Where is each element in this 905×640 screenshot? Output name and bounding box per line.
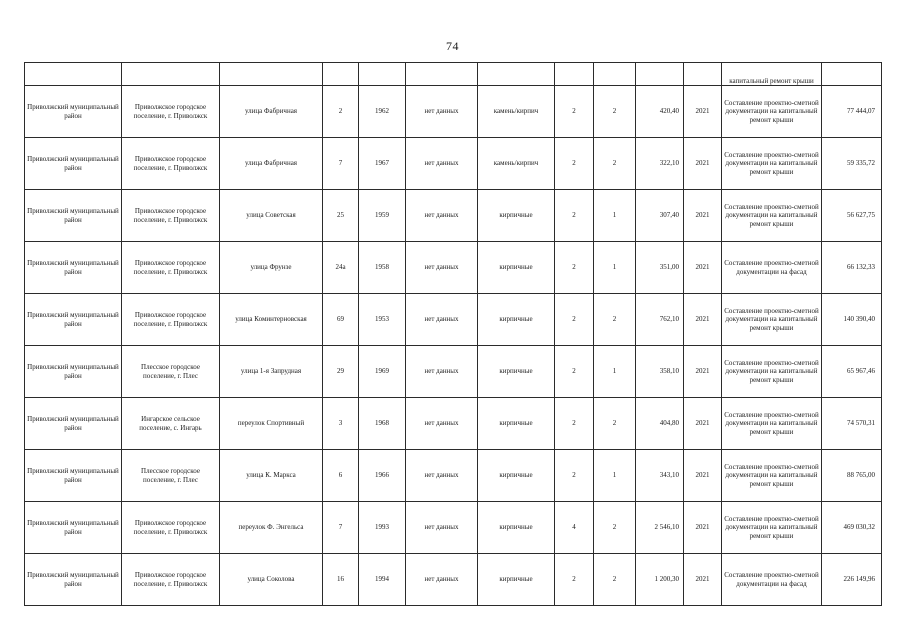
floors-cell: 2 (555, 190, 594, 242)
district-cell: Приволжский муниципальный район (25, 398, 122, 450)
work-type-cell: Составление проектно-сметной документации на капитальный ремонт крыши (722, 86, 822, 138)
cost-cell: 469 030,32 (822, 502, 882, 554)
district-cell: Приволжский муниципальный район (25, 138, 122, 190)
plan-year-cell: 2021 (684, 242, 722, 294)
street-cell: переулок Ф. Энгельса (220, 502, 323, 554)
table-row (25, 86, 882, 138)
table-row (25, 190, 882, 242)
wall-material-cell: кирпичные (478, 346, 555, 398)
reconstruction-year-cell: нет данных (406, 86, 478, 138)
build-year-cell: 1969 (359, 346, 406, 398)
build-year-cell: 1966 (359, 450, 406, 502)
house-number-cell: 6 (323, 450, 359, 502)
reconstruction-year-cell: нет данных (406, 450, 478, 502)
district-cell: Приволжский муниципальный район (25, 450, 122, 502)
entrances-cell: 2 (594, 138, 636, 190)
street-cell: улица Советская (220, 190, 323, 242)
settlement-cell: Ингарское сельское поселение, с. Ингарь (122, 398, 220, 450)
plan-year-cell: 2021 (684, 554, 722, 606)
entrances-cell: 2 (594, 554, 636, 606)
house-number-cell: 25 (323, 190, 359, 242)
floors-cell: 2 (555, 554, 594, 606)
house-number-cell: 7 (323, 502, 359, 554)
entrances-cell: 2 (594, 398, 636, 450)
settlement-cell: Приволжское городское поселение, г. Приволжск (122, 242, 220, 294)
area-cell: 762,10 (636, 294, 684, 346)
page-number: 74 (446, 39, 459, 53)
cost-cell: 59 335,72 (822, 138, 882, 190)
reconstruction-year-cell: нет данных (406, 398, 478, 450)
work-type-cell: Составление проектно-сметной документации на фасад (722, 242, 822, 294)
district-cell: Приволжский муниципальный район (25, 294, 122, 346)
work-type-cell: Составление проектно-сметной документации на капитальный ремонт крыши (722, 502, 822, 554)
entrances-cell: 2 (594, 502, 636, 554)
wall-material-cell: кирпичные (478, 554, 555, 606)
floors-cell: 2 (555, 450, 594, 502)
wall-material-cell: кирпичные (478, 398, 555, 450)
area-cell: 343,10 (636, 450, 684, 502)
cost-cell: 56 627,75 (822, 190, 882, 242)
reconstruction-year-cell: нет данных (406, 554, 478, 606)
district-cell: Приволжский муниципальный район (25, 86, 122, 138)
cost-cell: 74 570,31 (822, 398, 882, 450)
wall-material-cell: кирпичные (478, 242, 555, 294)
plan-year-cell: 2021 (684, 190, 722, 242)
area-cell: 307,40 (636, 190, 684, 242)
work-type-cell: Составление проектно-сметной документации на капитальный ремонт крыши (722, 398, 822, 450)
settlement-cell: Приволжское городское поселение, г. Приволжск (122, 294, 220, 346)
street-cell: улица К. Маркса (220, 450, 323, 502)
build-year-cell: 1994 (359, 554, 406, 606)
entrances-cell: 1 (594, 190, 636, 242)
floors-cell: 4 (555, 502, 594, 554)
build-year-cell: 1993 (359, 502, 406, 554)
work-type-cell: Составление проектно-сметной документации на капитальный ремонт крыши (722, 346, 822, 398)
street-cell: улица 1-я Запрудная (220, 346, 323, 398)
reconstruction-year-cell: нет данных (406, 190, 478, 242)
floors-cell: 2 (555, 138, 594, 190)
area-cell: 358,10 (636, 346, 684, 398)
table-row (25, 450, 882, 502)
build-year-cell: 1958 (359, 242, 406, 294)
cost-cell: 140 390,40 (822, 294, 882, 346)
entrances-cell: 1 (594, 346, 636, 398)
reconstruction-year-cell: нет данных (406, 502, 478, 554)
table-row (25, 346, 882, 398)
settlement-cell: Приволжское городское поселение, г. Приволжск (122, 138, 220, 190)
settlement-cell: Плесское городское поселение, г. Плес (122, 450, 220, 502)
street-cell: улица Фабричная (220, 138, 323, 190)
build-year-cell: 1968 (359, 398, 406, 450)
build-year-cell: 1967 (359, 138, 406, 190)
district-cell: Приволжский муниципальный район (25, 554, 122, 606)
district-cell: Приволжский муниципальный район (25, 190, 122, 242)
cost-cell: 88 765,00 (822, 450, 882, 502)
table-row (25, 242, 882, 294)
build-year-cell: 1953 (359, 294, 406, 346)
table-row (25, 554, 882, 606)
housing-repair-table (24, 62, 882, 606)
floors-cell: 2 (555, 294, 594, 346)
work-type-cell: Составление проектно-сметной документации на капитальный ремонт крыши (722, 190, 822, 242)
work-type-cell: Составление проектно-сметной документации на капитальный ремонт крыши (722, 450, 822, 502)
continuation-row (25, 63, 882, 86)
reconstruction-year-cell: нет данных (406, 242, 478, 294)
table-row (25, 138, 882, 190)
wall-material-cell: кирпичные (478, 450, 555, 502)
table-body (25, 63, 882, 606)
reconstruction-year-cell: нет данных (406, 346, 478, 398)
wall-material-cell: кирпичные (478, 190, 555, 242)
plan-year-cell: 2021 (684, 86, 722, 138)
settlement-cell: Приволжское городское поселение, г. Приволжск (122, 554, 220, 606)
street-cell: улица Коминтерновская (220, 294, 323, 346)
street-cell: переулок Спортивный (220, 398, 323, 450)
wall-material-cell: кирпичные (478, 502, 555, 554)
reconstruction-year-cell: нет данных (406, 138, 478, 190)
cost-cell: 65 967,46 (822, 346, 882, 398)
entrances-cell: 2 (594, 294, 636, 346)
house-number-cell: 2 (323, 86, 359, 138)
plan-year-cell: 2021 (684, 138, 722, 190)
table-row (25, 502, 882, 554)
wall-material-cell: кирпичные (478, 294, 555, 346)
district-cell: Приволжский муниципальный район (25, 346, 122, 398)
house-number-cell: 24а (323, 242, 359, 294)
build-year-cell: 1959 (359, 190, 406, 242)
work-type-cell: Составление проектно-сметной документации на капитальный ремонт крыши (722, 138, 822, 190)
street-cell: улица Фабричная (220, 86, 323, 138)
district-cell: Приволжский муниципальный район (25, 242, 122, 294)
work-type-cell: Составление проектно-сметной документации на фасад (722, 554, 822, 606)
cost-cell: 66 132,33 (822, 242, 882, 294)
floors-cell: 2 (555, 398, 594, 450)
plan-year-cell: 2021 (684, 294, 722, 346)
wall-material-cell: камень/кирпич (478, 138, 555, 190)
area-cell: 351,00 (636, 242, 684, 294)
settlement-cell: Приволжское городское поселение, г. Приволжск (122, 502, 220, 554)
settlement-cell: Приволжское городское поселение, г. Приволжск (122, 86, 220, 138)
work-type-cell: Составление проектно-сметной документации на капитальный ремонт крыши (722, 294, 822, 346)
house-number-cell: 29 (323, 346, 359, 398)
plan-year-cell: 2021 (684, 398, 722, 450)
floors-cell: 2 (555, 346, 594, 398)
house-number-cell: 16 (323, 554, 359, 606)
table-row (25, 398, 882, 450)
cost-cell: 77 444,07 (822, 86, 882, 138)
entrances-cell: 1 (594, 242, 636, 294)
plan-year-cell: 2021 (684, 346, 722, 398)
cost-cell: 226 149,96 (822, 554, 882, 606)
street-cell: улица Соколова (220, 554, 323, 606)
house-number-cell: 69 (323, 294, 359, 346)
district-cell: Приволжский муниципальный район (25, 502, 122, 554)
area-cell: 1 200,30 (636, 554, 684, 606)
area-cell: 2 546,10 (636, 502, 684, 554)
plan-year-cell: 2021 (684, 450, 722, 502)
area-cell: 322,10 (636, 138, 684, 190)
table-row (25, 294, 882, 346)
reconstruction-year-cell: нет данных (406, 294, 478, 346)
floors-cell: 2 (555, 86, 594, 138)
floors-cell: 2 (555, 242, 594, 294)
settlement-cell: Плесское городское поселение, г. Плес (122, 346, 220, 398)
house-number-cell: 7 (323, 138, 359, 190)
area-cell: 404,80 (636, 398, 684, 450)
house-number-cell: 3 (323, 398, 359, 450)
area-cell: 420,40 (636, 86, 684, 138)
wall-material-cell: камень/кирпич (478, 86, 555, 138)
build-year-cell: 1962 (359, 86, 406, 138)
entrances-cell: 2 (594, 86, 636, 138)
continuation-work-cell: капитальный ремонт крыши (722, 63, 822, 86)
settlement-cell: Приволжское городское поселение, г. Приволжск (122, 190, 220, 242)
street-cell: улица Фрунзе (220, 242, 323, 294)
entrances-cell: 1 (594, 450, 636, 502)
plan-year-cell: 2021 (684, 502, 722, 554)
